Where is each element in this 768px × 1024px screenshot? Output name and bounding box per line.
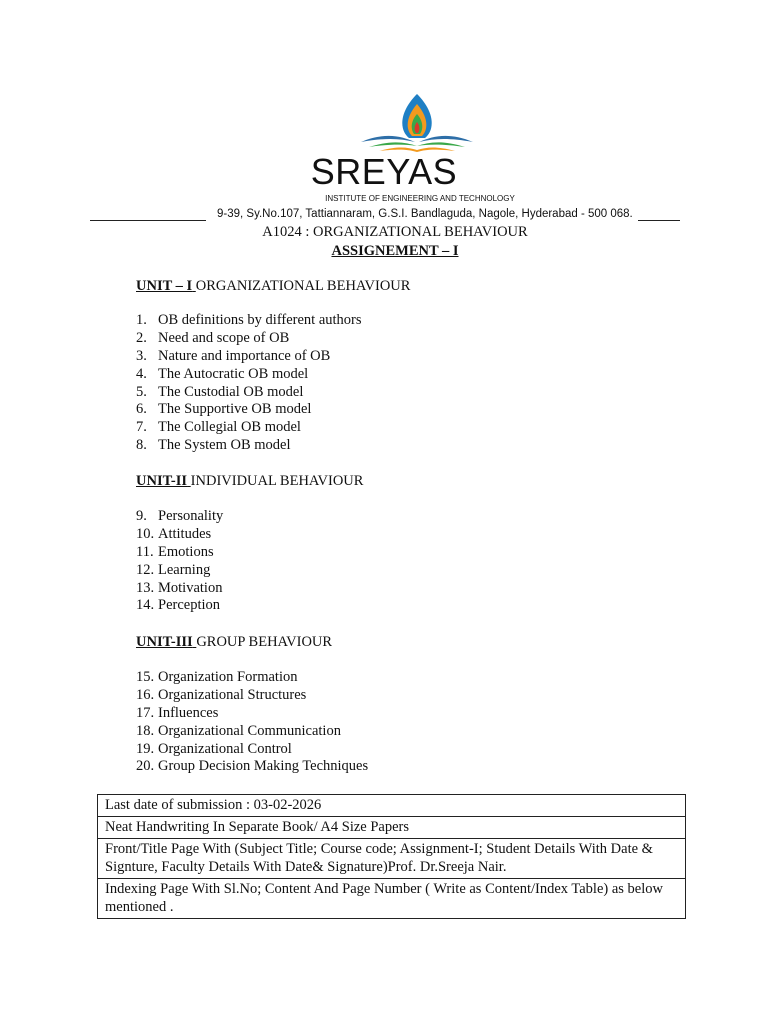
topic-item <box>136 348 362 366</box>
topic-number: 19. <box>136 740 155 757</box>
topic-item <box>136 384 362 402</box>
unit-title: GROUP BEHAVIOUR <box>196 634 333 650</box>
topic-item <box>136 669 368 687</box>
topic-text: Group Decision Making Techniques <box>158 758 369 775</box>
topic-number: 1. <box>136 312 147 328</box>
unit-label: UNIT – I <box>136 278 193 294</box>
topic-item <box>136 758 368 776</box>
topic-number: 17. <box>136 704 155 721</box>
lotus-flame-logo-icon <box>355 92 479 154</box>
topic-number: 9. <box>136 508 147 524</box>
topic-item <box>136 437 362 455</box>
topic-text: The Supportive OB model <box>158 401 312 418</box>
course-title: A1024 : ORGANIZATIONAL BEHAVIOUR <box>262 224 528 240</box>
unit-heading <box>136 277 410 295</box>
topic-item <box>136 401 362 419</box>
unit-heading <box>136 633 332 651</box>
topic-text: Organizational Control <box>158 740 292 757</box>
topic-text: Perception <box>158 597 221 614</box>
unit-title: ORGANIZATIONAL BEHAVIOUR <box>195 278 411 294</box>
address-text: 9-39, Sy.No.107, Tattiannaram, G.S.I. Bandlaguda, Nagole, Hyderabad - 500 068. <box>217 208 633 220</box>
topic-item <box>136 544 223 562</box>
topic-item <box>136 419 362 437</box>
topic-number: 18. <box>136 722 155 739</box>
address-row <box>0 205 768 223</box>
topic-number: 6. <box>136 401 147 418</box>
topic-list <box>136 508 223 615</box>
topic-item <box>136 741 368 759</box>
topic-number: 15. <box>136 669 155 685</box>
topic-text: Organizational Structures <box>158 686 307 703</box>
topic-list <box>136 312 362 455</box>
instruction-row: Last date of submission : 03-02-2026 <box>105 797 322 813</box>
topic-item <box>136 597 223 615</box>
topic-number: 3. <box>136 347 147 364</box>
topic-text: Organization Formation <box>158 669 298 685</box>
unit-heading <box>136 472 363 490</box>
brand-name: SREYAS <box>310 151 458 192</box>
unit-title: INDIVIDUAL BEHAVIOUR <box>190 473 364 489</box>
topic-number: 14. <box>136 597 155 614</box>
topic-item <box>136 312 362 330</box>
institute-subtitle: INSTITUTE OF ENGINEERING AND TECHNOLOGY <box>325 194 515 203</box>
topic-item <box>136 580 223 598</box>
topic-text: Attitudes <box>158 525 212 542</box>
topic-text: OB definitions by different authors <box>158 312 362 328</box>
topic-number: 20. <box>136 758 155 775</box>
topic-number: 13. <box>136 579 155 596</box>
topic-text: Learning <box>158 561 211 578</box>
topic-number: 16. <box>136 686 155 703</box>
topic-item <box>136 330 362 348</box>
topic-text: Need and scope of OB <box>158 329 290 346</box>
topic-item <box>136 508 223 526</box>
topic-text: Nature and importance of OB <box>158 347 331 364</box>
instructions-table <box>97 794 686 919</box>
topic-text: Personality <box>158 508 224 524</box>
topic-number: 5. <box>136 383 147 400</box>
topic-item <box>136 366 362 384</box>
topic-item <box>136 526 223 544</box>
topic-number: 2. <box>136 329 147 346</box>
instruction-row: Front/Title Page With (Subject Title; Course code; Assignment-I; Student Details With Date & Signture, Faculty Details With Date& Signature)Prof. Dr.Sreeja Nair. <box>98 838 685 878</box>
topic-item <box>136 723 368 741</box>
instruction-row: Indexing Page With Sl.No; Content And Page Number ( Write as Content/Index Table) as below mentioned . <box>98 878 685 918</box>
topic-text: The Custodial OB model <box>158 383 304 400</box>
topic-number: 4. <box>136 365 147 382</box>
topic-text: The Collegial OB model <box>158 419 301 436</box>
topic-text: The Autocratic OB model <box>158 365 309 382</box>
unit-label: UNIT-II <box>136 473 188 489</box>
instruction-row: Neat Handwriting In Separate Book/ A4 Size Papers <box>98 816 685 838</box>
topic-text: Influences <box>158 704 219 721</box>
unit-label: UNIT-III <box>136 634 193 650</box>
topic-number: 8. <box>136 437 147 454</box>
topic-number: 12. <box>136 561 155 578</box>
topic-item <box>136 705 368 723</box>
topic-text: The System OB model <box>158 437 291 454</box>
topic-list <box>136 669 368 776</box>
address-rule-left <box>90 220 206 221</box>
topic-number: 11. <box>136 543 154 560</box>
topic-number: 10. <box>136 525 155 542</box>
topic-item <box>136 687 368 705</box>
topic-number: 7. <box>136 419 147 436</box>
assignment-title: ASSIGNEMENT – I <box>331 243 459 259</box>
topic-text: Motivation <box>158 579 223 596</box>
topic-text: Emotions <box>158 543 214 560</box>
topic-text: Organizational Communication <box>158 722 341 739</box>
address-rule-right <box>638 220 680 221</box>
topic-item <box>136 562 223 580</box>
